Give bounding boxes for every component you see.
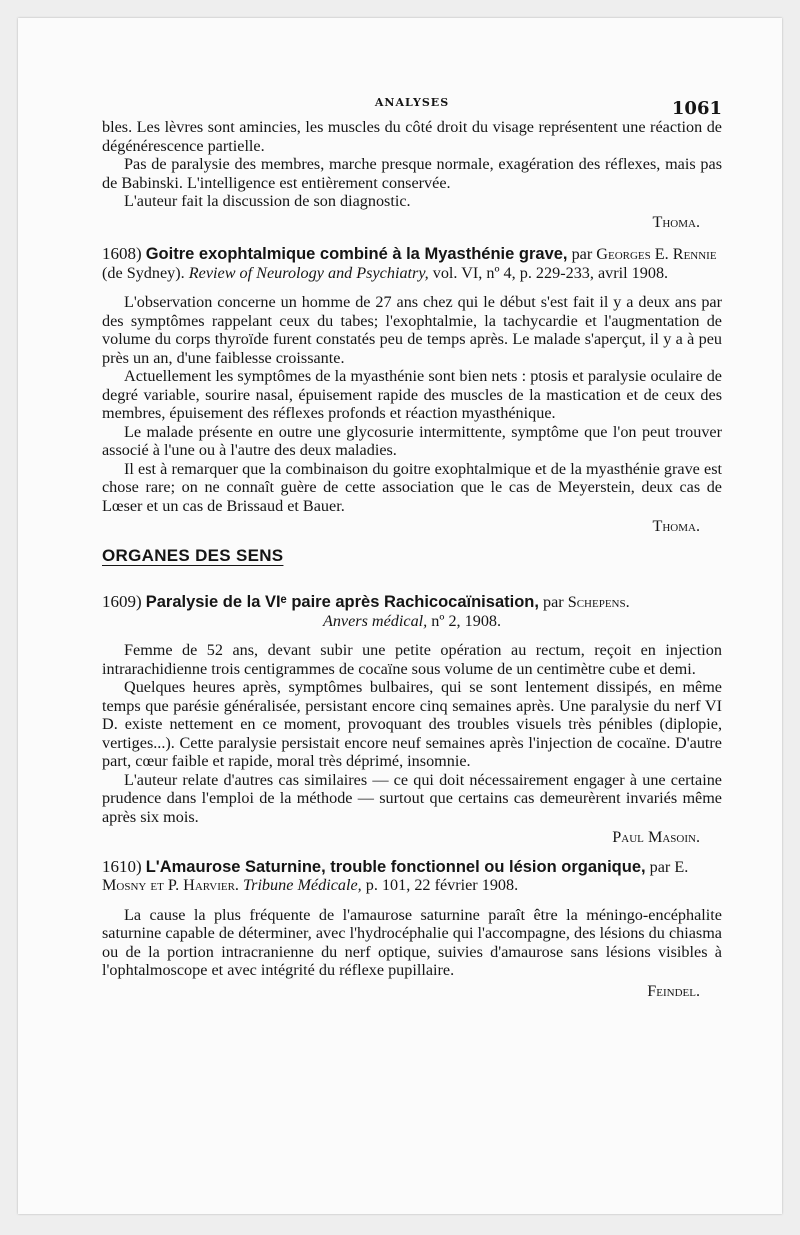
running-head: ANALYSES bbox=[374, 96, 450, 109]
article-1609-author: Schepens. bbox=[567, 593, 630, 611]
article-1608-journal: Review of Neurology and Psychiatry, bbox=[188, 263, 429, 282]
page-number: 1061 bbox=[671, 98, 722, 119]
article-1608-paragraph-4: Il est à remarquer que la combinaison du goitre exophtalmique et de la myasthénie grave est chose rare; on ne connaît guère de cette association que le cas de Meyerstein, deux cas de Lœser et un cas de Brissaud et Bauer. bbox=[102, 459, 722, 515]
article-1608-author-place: (de Sydney). bbox=[102, 263, 185, 282]
article-1608-par: par bbox=[571, 245, 593, 263]
page-content bbox=[102, 118, 722, 1000]
article-1610-title: L'Amaurose Saturnine, trouble fonctionnel ou lésion organique, bbox=[145, 857, 646, 876]
article-1610-signature: Feindel. bbox=[647, 981, 700, 1000]
article-1609-paragraph-3: L'auteur relate d'autres cas similaires — ce qui doit nécessairement engager à une certaine prudence dans l'emploi de la méthode — surtout que certains cas demeurèrent invariés même après six mois. bbox=[102, 770, 722, 826]
article-1610-par: par bbox=[649, 857, 671, 876]
intro-paragraph-2: Pas de paralysie des membres, marche presque normale, exagération des réflexes, mais pas de Babinski. L'intelligence est entièrement conservée. bbox=[102, 155, 722, 192]
article-1610-details: p. 101, 22 février 1908. bbox=[365, 876, 519, 894]
article-1608-paragraph-2: Actuellement les symptômes de la myasthénie sont bien nets : ptosis et paralysie oculaire de degré variable, sourire nasal, épuisement rapide des muscles de la mastication et de ceux des membres, épuisement des réflexes profonds et réaction myasthénique. bbox=[102, 367, 722, 422]
intro-paragraph-1: bles. Les lèvres sont amincies, les muscles du côté droit du visage représentent une réaction de dégénérescence partielle. bbox=[102, 118, 722, 155]
article-1609-par: par bbox=[543, 593, 564, 611]
article-1610-journal: Tribune Médicale, bbox=[243, 876, 362, 894]
article-1608-details: vol. VI, nº 4, p. 229-233, avril 1908. bbox=[432, 263, 669, 282]
section-title: ORGANES DES SENS bbox=[102, 545, 284, 565]
article-1610-heading bbox=[102, 858, 722, 895]
article-1608-paragraph-3: Le malade présente en outre une glycosurie intermittente, symptôme que l'on peut trouver associé à l'une ou à l'autre des deux maladies. bbox=[102, 422, 722, 459]
article-1609-heading bbox=[102, 593, 722, 612]
article-1608-number: 1608) bbox=[102, 244, 142, 263]
page-header bbox=[102, 76, 722, 119]
section-heading bbox=[102, 547, 722, 566]
article-1609-citation bbox=[102, 612, 722, 631]
document-page bbox=[18, 18, 782, 1214]
article-1608-title: Goitre exophtalmique combiné à la Myasthénie grave, bbox=[145, 245, 568, 263]
article-1610-number: 1610) bbox=[102, 856, 142, 876]
article-1608-author: Georges E. Rennie bbox=[596, 245, 717, 263]
article-1609-details: nº 2, 1908. bbox=[431, 611, 502, 630]
intro-signature: Thoma. bbox=[652, 212, 700, 231]
article-1610-paragraph-1: La cause la plus fréquente de l'amaurose saturnine paraît être la méningo-encéphalite saturnine capable de déterminer, avec l'hydrocéphalie qui l'accompagne, des lésions du chiasma ou de la portion intracranienne du nerf optique, suivies d'amaurose sans lésions visibles à l'ophtalmoscope et avec intégrité du réflexe pupillaire. bbox=[102, 905, 722, 979]
article-1609-paragraph-2: Quelques heures après, symptômes bulbaires, qui se sont lentement dissipés, en même temps que parésie généralisée, persistant encore cinq semaines après. Une paralysie du nerf VI D. existe nettement en ce moment, provoquant des troubles visuels très pénibles (diplopie, vertiges...). Cette paralysie persistait encore neuf semaines après l'injection de cocaïne. D'autre part, cœur faible et rapide, moral très déprimé, insomnie. bbox=[102, 678, 722, 770]
article-1609-signature: Paul Masoin. bbox=[612, 828, 700, 846]
article-1609-title: Paralysie de la VIᵉ paire après Rachicocaïnisation, bbox=[145, 593, 539, 611]
article-1608-heading bbox=[102, 245, 722, 282]
intro-paragraph-3: L'auteur fait la discussion de son diagnostic. bbox=[124, 192, 411, 210]
article-1608-paragraph-1: L'observation concerne un homme de 27 ans chez qui le début s'est fait il y a deux ans par des symptômes rappelant ceux du tabes; l'exophtalmie, la tachycardie et l'augmentation de volume du corps thyroïde furent constatés peu de temps après. Le malade s'aperçut, il y a à peu près un an, d'une faiblesse croissante. bbox=[102, 293, 722, 367]
article-1609-journal: Anvers médical, bbox=[322, 611, 428, 630]
article-1610-author: E. Mosny et P. Harvier. bbox=[102, 857, 689, 894]
article-1609-number: 1609) bbox=[102, 592, 142, 611]
article-1609-paragraph-1: Femme de 52 ans, devant subir une petite opération au rectum, reçoit en injection intrarachidienne trois centigrammes de cocaïne sous volume de un centimètre cube et demi. bbox=[102, 641, 722, 678]
article-1608-signature: Thoma. bbox=[652, 517, 700, 535]
